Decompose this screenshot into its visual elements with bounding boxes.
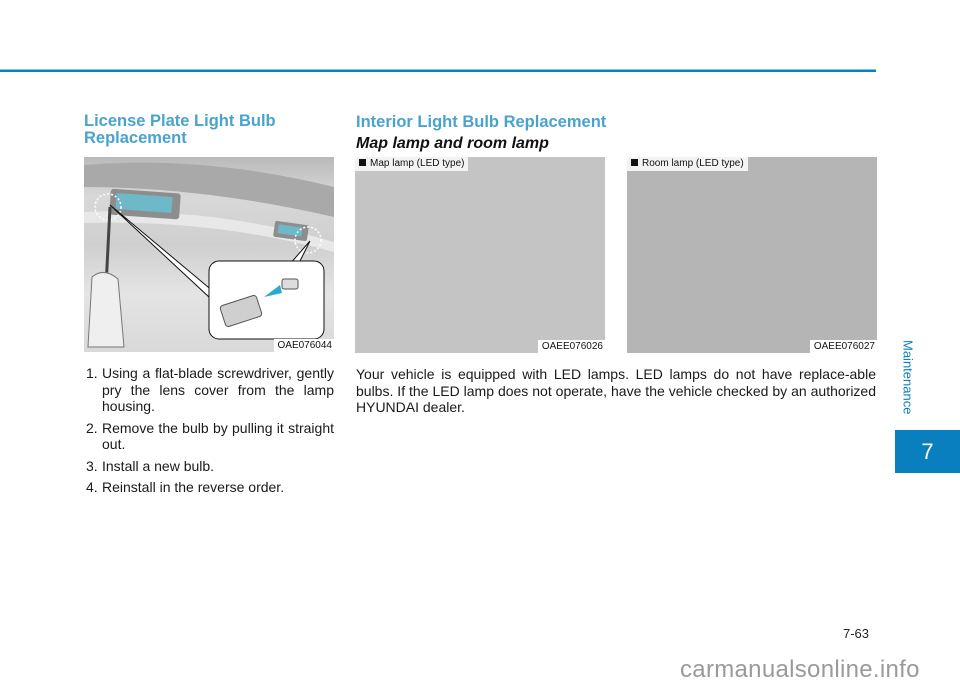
watermark-link[interactable]: carmanualsonline.info	[680, 656, 920, 683]
page-number: 7-63	[843, 626, 870, 641]
step-item	[86, 365, 334, 415]
figure-label-text: Room lamp (LED type)	[642, 158, 744, 169]
license-plate-illustration	[84, 157, 334, 352]
step-number: 4.	[86, 479, 98, 495]
map-lamp-figure	[355, 157, 605, 353]
chapter-tab-text: Maintenance	[900, 340, 916, 415]
chapter-tab-number[interactable]	[895, 430, 960, 473]
figure-caption: OAEE076027	[810, 340, 877, 353]
section-heading-interior-light: Interior Light Bulb Replacement	[356, 113, 607, 131]
step-number: 3.	[86, 457, 98, 474]
figure-label-text: Map lamp (LED type)	[370, 158, 465, 169]
instruction-steps	[86, 365, 334, 501]
figure-label	[627, 157, 748, 171]
figure-caption: OAE076044	[274, 339, 335, 352]
subheading-map-room-lamp: Map lamp and room lamp	[356, 135, 549, 152]
led-lamp-paragraph: Your vehicle is equipped with LED lamps. LED lamps do not have replace-able bulbs. If the LED lamp does not operate, have the vehicle checked by an authorized HYUNDAI dealer.	[356, 366, 876, 415]
chapter-tab-label[interactable]	[898, 340, 918, 420]
step-number: 2.	[86, 419, 98, 436]
square-bullet-icon	[631, 159, 638, 166]
step-text: Install a new bulb.	[102, 457, 215, 474]
license-plate-figure	[84, 157, 334, 352]
figure-caption: OAEE076026	[538, 340, 605, 353]
header-rule	[0, 70, 876, 72]
figure-label	[355, 157, 468, 171]
step-text: Reinstall in the reverse order.	[102, 479, 285, 495]
step-text: Using a flat-blade screwdriver, gently pry the lens cover from the lamp housing.	[102, 365, 334, 414]
section-heading-license-plate: License Plate Light Bulb Replacement	[84, 112, 276, 147]
step-text: Remove the bulb by pulling it straight out.	[102, 419, 334, 452]
step-number: 1.	[86, 365, 98, 381]
square-bullet-icon	[359, 159, 366, 166]
step-item	[86, 479, 334, 496]
chapter-number: 7	[921, 438, 934, 464]
room-lamp-figure	[627, 157, 877, 353]
step-item	[86, 458, 334, 475]
step-item	[86, 420, 334, 453]
